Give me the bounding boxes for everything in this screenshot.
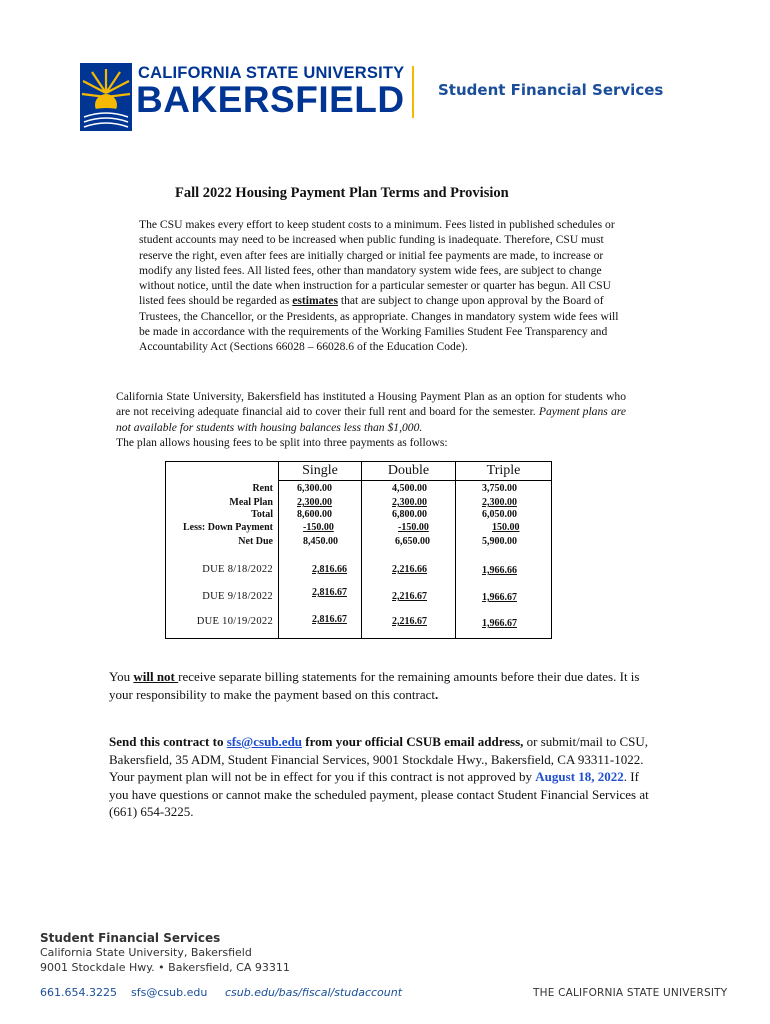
- p4-send: Send this contract to: [109, 734, 227, 749]
- double-due-aug: 2,216.66: [392, 564, 427, 575]
- submission-instructions: [109, 733, 659, 821]
- p3-you: You: [109, 669, 134, 684]
- p3-period: .: [435, 686, 439, 702]
- double-down-payment: -150.00: [398, 522, 429, 533]
- footer-url[interactable]: csub.edu/bas/fiscal/studaccount: [225, 986, 403, 999]
- single-net-due: 8,450.00: [303, 536, 338, 547]
- column-divider: [455, 462, 456, 638]
- p4-rest: or submit/mail to CSU, Bakersfield, 35 ADM, Student Financial Services, 9001 Stockdale Hwy., Bakersfield, CA 93311-1022. Your payment plan will not be in effect for you if this contract is not approved by: [109, 734, 648, 784]
- campus-name: BAKERSFIELD: [136, 79, 405, 120]
- footer-address: 9001 Stockdale Hwy. • Bakersfield, CA 93311: [40, 961, 290, 974]
- billing-notice: [109, 668, 649, 703]
- due-label-sep: DUE 9/18/2022: [202, 591, 273, 602]
- triple-total: 6,050.00: [482, 509, 517, 520]
- double-due-oct: 2,216.67: [392, 616, 427, 627]
- p3-will-not: will not: [133, 669, 179, 684]
- footer-university: California State University, Bakersfield: [40, 946, 252, 959]
- p1-text-b: that are subject to change upon approval by the Board of Trustees, the Chancellor, or the Presidents, as appropriate. Changes in mandatory system wide fees will be made in accordance with the requirements of the Working Families Student Fee Transparency and Accountability Act (Sections 66028 – 66028.6 of the Education Code).: [139, 294, 619, 354]
- p3-rest: receive separate billing statements for the remaining amounts before their due dates. It is your responsibility to make the payment based on this contract: [109, 669, 640, 702]
- triple-net-due: 5,900.00: [482, 536, 517, 547]
- due-label-aug: DUE 8/18/2022: [202, 564, 273, 575]
- row-label-total: Total: [251, 509, 273, 520]
- payment-schedule-table: [165, 461, 552, 639]
- double-due-sep: 2,216.67: [392, 591, 427, 602]
- header-divider: [412, 66, 414, 118]
- row-label-rent: Rent: [252, 483, 273, 494]
- double-net-due: 6,650.00: [395, 536, 430, 547]
- double-total: 6,800.00: [392, 509, 427, 520]
- p4-from: from your official CSUB email address,: [302, 734, 524, 749]
- csub-logo-mark: [80, 63, 132, 131]
- footer-email[interactable]: sfs@csub.edu: [131, 986, 208, 999]
- row-label-meal-plan: Meal Plan: [229, 497, 273, 508]
- footer-phone: 661.654.3225: [40, 986, 117, 999]
- footer-csu-system: THE CALIFORNIA STATE UNIVERSITY: [533, 987, 728, 999]
- p1-text-a: The CSU makes every effort to keep student costs to a minimum. Fees listed in published schedules or student accounts may need to be increased when public funding is inadequate. Therefore, CSU must reserve the right, even after fees are initially charged or initial fee payments are made, to increase or modify any listed fees. All listed fees, other than mandatory system wide fees, are subject to change without notice, until the date when instruction for a particular semester or quarter has begun. All CSU listed fees should be regarded as: [139, 218, 615, 308]
- p1-emphasis: estimates: [292, 294, 338, 308]
- column-divider: [278, 462, 279, 638]
- column-divider: [361, 462, 362, 638]
- fee-disclaimer-paragraph: [139, 217, 624, 355]
- p4-tail: . If you have questions or cannot make the scheduled payment, please contact Student Financial Services at (661) 654-3225.: [109, 769, 649, 819]
- p2-italic-note: Payment plans are not available for students with housing balances less than $1,000.: [116, 405, 627, 434]
- footer-department: Student Financial Services: [40, 931, 221, 945]
- university-name: CALIFORNIA STATE UNIVERSITY: [138, 64, 405, 82]
- due-label-oct: DUE 10/19/2022: [196, 616, 273, 627]
- single-total: 8,600.00: [297, 509, 332, 520]
- triple-rent: 3,750.00: [482, 483, 517, 494]
- single-due-sep: 2,816.67: [312, 587, 347, 598]
- p2-intro: California State University, Bakersfield has instituted a Housing Payment Plan as an option for students who are not receiving adequate financial aid to cover their full rent and board for the semester.: [116, 390, 626, 419]
- department-name: Student Financial Services: [438, 81, 664, 99]
- document-title: Fall 2022 Housing Payment Plan Terms and Provision: [175, 185, 509, 201]
- triple-down-payment: 150.00: [492, 522, 520, 533]
- triple-due-oct: 1,966.67: [482, 618, 517, 629]
- payment-plan-intro: [116, 389, 626, 450]
- single-due-aug: 2,816.66: [312, 564, 347, 575]
- column-header-double: Double: [387, 463, 430, 478]
- triple-due-aug: 1,966.66: [482, 565, 517, 576]
- single-due-oct: 2,816.67: [312, 614, 347, 625]
- triple-due-sep: 1,966.67: [482, 592, 517, 603]
- header-rule: [278, 480, 551, 481]
- sfs-email-link[interactable]: sfs@csub.edu: [226, 734, 303, 749]
- row-label-net-due: Net Due: [238, 536, 273, 547]
- double-rent: 4,500.00: [392, 483, 427, 494]
- triple-meal-plan: 2,300.00: [482, 497, 517, 508]
- single-meal-plan: 2,300.00: [297, 497, 332, 508]
- deadline-date: August 18, 2022: [535, 769, 624, 784]
- double-meal-plan: 2,300.00: [392, 497, 427, 508]
- row-label-down-payment: Less: Down Payment: [183, 522, 273, 533]
- p2-last-line: The plan allows housing fees to be split into three payments as follows:: [116, 435, 448, 449]
- column-header-triple: Triple: [486, 463, 521, 478]
- column-header-single: Single: [302, 463, 338, 478]
- single-rent: 6,300.00: [297, 483, 332, 494]
- single-down-payment: -150.00: [303, 522, 334, 533]
